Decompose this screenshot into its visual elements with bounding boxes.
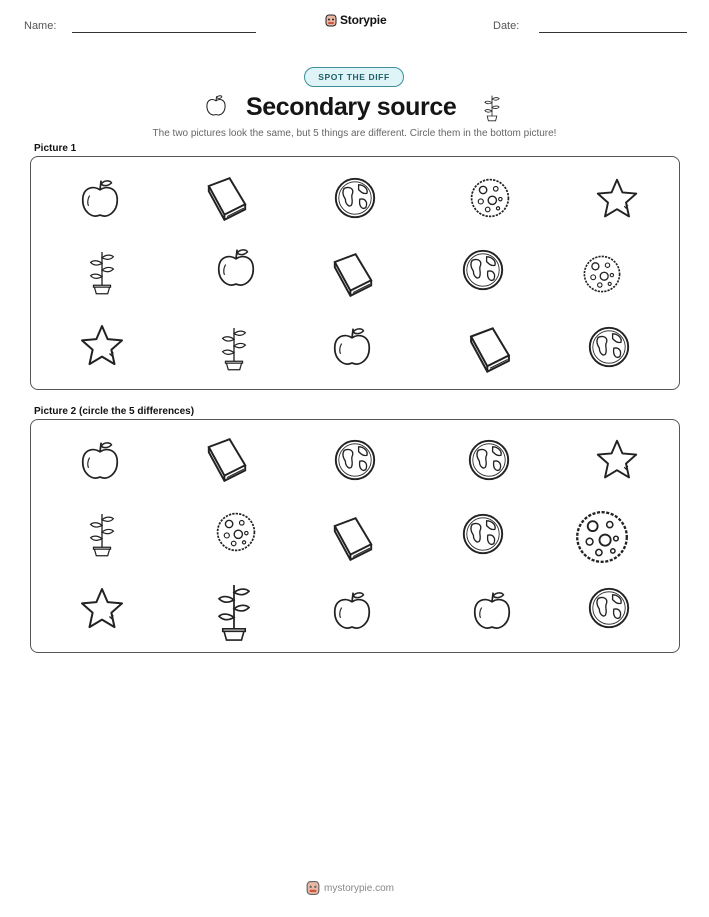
brand-name: Storypie — [340, 13, 387, 27]
instructions: The two pictures look the same, but 5 things are different. Circle them in the bottom picture! — [152, 128, 557, 139]
star-icon — [77, 321, 127, 371]
plant-icon — [209, 574, 259, 646]
storypie-logo-icon — [325, 14, 337, 27]
moon-icon — [571, 506, 633, 568]
title-row — [0, 93, 709, 123]
picture-1-label: Picture 1 — [34, 143, 77, 154]
globe-icon — [585, 584, 633, 632]
moon-icon — [213, 509, 259, 555]
footer — [306, 880, 394, 896]
brand — [325, 13, 386, 27]
star-icon — [593, 175, 641, 223]
page-title: Secondary source — [246, 93, 457, 121]
apple-icon — [329, 588, 375, 634]
globe-icon — [465, 436, 513, 484]
apple-icon — [77, 438, 123, 484]
date-line — [539, 32, 687, 33]
date-label: Date: — [493, 20, 520, 32]
globe-icon — [585, 323, 633, 371]
picture-2-label: Picture 2 (circle the 5 differences) — [34, 406, 195, 417]
book-icon — [463, 323, 517, 377]
plant-icon — [83, 507, 121, 559]
book-icon — [201, 434, 253, 486]
plant-icon — [215, 321, 253, 373]
plant-icon — [480, 92, 504, 122]
star-icon — [77, 584, 127, 634]
spot-the-diff-badge: SPOT THE DIFF — [304, 67, 404, 87]
storypie-logo-icon — [306, 880, 320, 896]
plant-icon — [83, 245, 121, 297]
globe-icon — [331, 436, 379, 484]
name-label: Name: — [24, 20, 57, 32]
apple-icon — [77, 176, 123, 222]
apple-icon — [469, 588, 515, 634]
moon-icon — [467, 175, 513, 221]
name-line — [72, 32, 256, 33]
apple-icon — [329, 324, 375, 370]
globe-icon — [331, 174, 379, 222]
globe-icon — [459, 510, 507, 558]
moon-icon — [580, 252, 624, 296]
footer-url: mystorypie.com — [324, 882, 395, 894]
book-icon — [327, 513, 379, 565]
globe-icon — [459, 246, 507, 294]
apple-icon — [213, 245, 259, 291]
book-icon — [327, 249, 379, 301]
star-icon — [593, 436, 641, 484]
picture-2-panel — [30, 419, 680, 653]
apple-icon — [203, 93, 229, 119]
picture-1-panel — [30, 156, 680, 390]
book-icon — [201, 173, 253, 225]
